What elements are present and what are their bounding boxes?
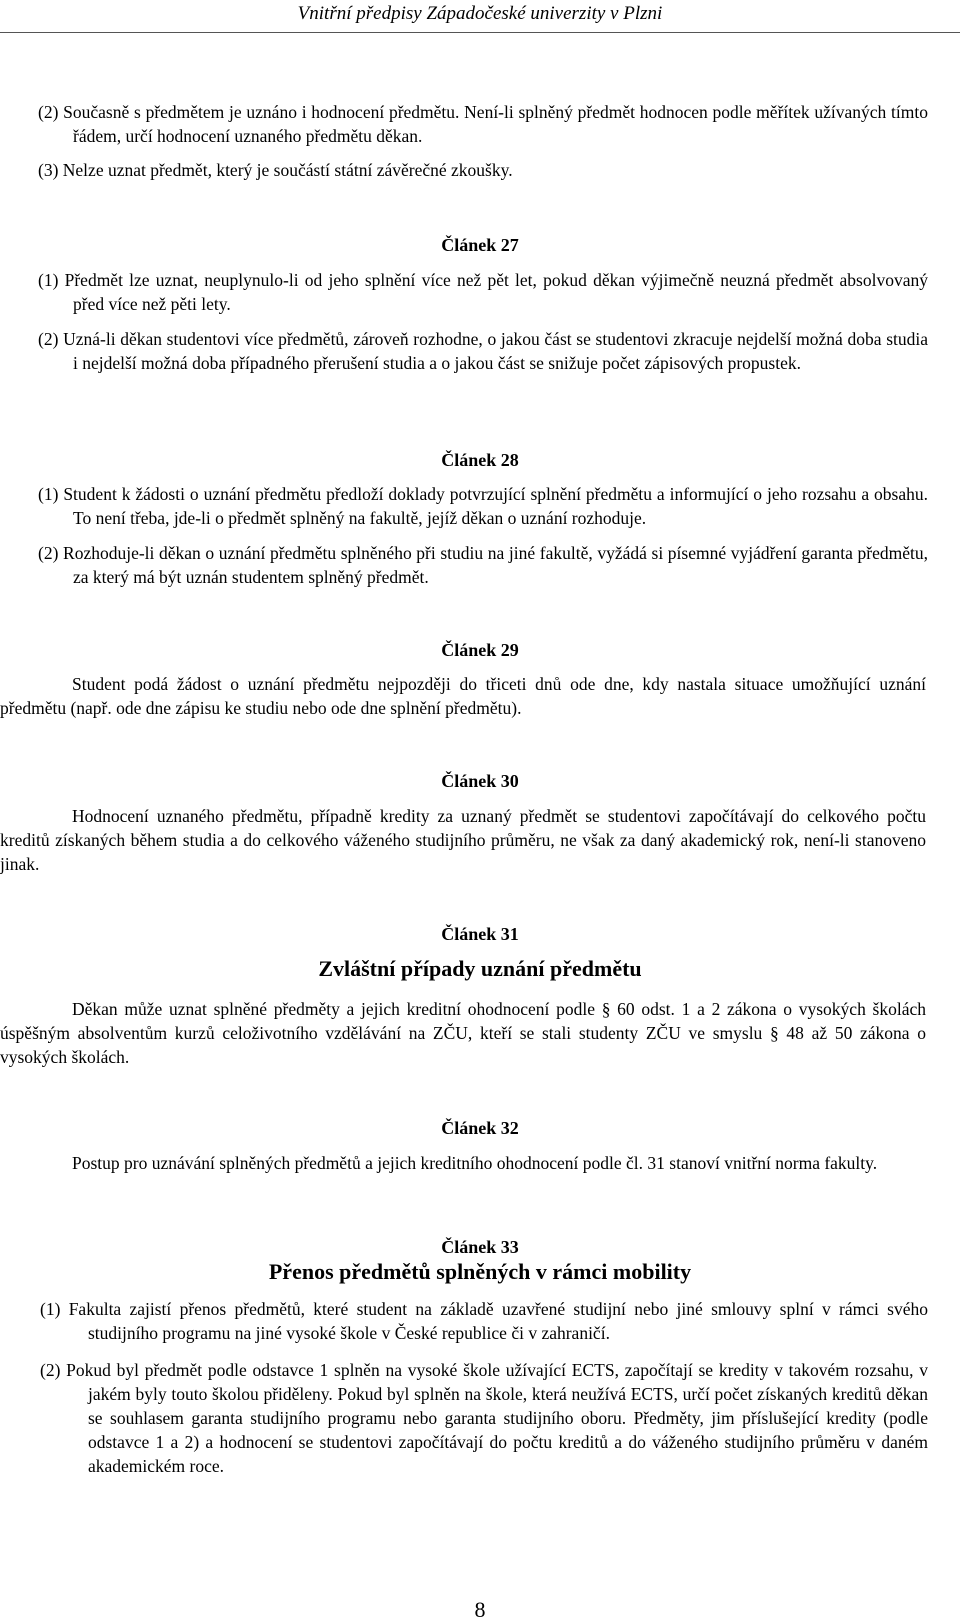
paragraph-26-3: (3) Nelze uznat předmět, který je součástí státní závěrečné zkoušky.: [38, 160, 513, 180]
paragraph-26-2: (2) Současně s předmětem je uznáno i hodnocení předmětu. Není-li splněný předmět hodnocen podle měřítek užívaných tímto řádem, určí hodnocení uznaného předmětu děkan.: [38, 102, 928, 146]
paragraph-33-1: (1) Fakulta zajistí přenos předmětů, které student na základě uzavřené studijní nebo jiné smlouvy splní v rámci svého studijního programu na jiné vysoké škole v České republice či v zahraničí.: [40, 1299, 928, 1343]
page-number: 8: [474, 1597, 486, 1622]
header-divider: [0, 32, 960, 33]
paragraph-33-2: (2) Pokud byl předmět podle odstavce 1 splněn na vysoké škole užívající ECTS, započítají se kredity v takovém rozsahu, v jakém byly touto školou přiděleny. Pokud byl splněn na škole, která neužívá ECTS, určí počet získaných kreditů děkan se souhlasem garanta studijního programu nebo garanta studijního oboru. Předměty, jim příslušející kredity (podle odstavce 1 a 2) a hodnocení se studentovi započítávají do počtu kreditů a do váženého studijního průměru v daném akademickém roce.: [40, 1360, 928, 1476]
paragraph-27-2: (2) Uzná-li děkan studentovi více předmětů, zároveň rozhodne, o jakou část se studentovi zkracuje nejdelší možná doba studia i nejdelší možná doba případného přerušení studia a o jakou část se snižuje počet zápisových propustek.: [38, 329, 928, 373]
article-28-heading: Článek 28: [441, 450, 519, 470]
paragraph-32: Postup pro uznávání splněných předmětů a jejich kreditního ohodnocení podle čl. 31 stanoví vnitřní norma fakulty.: [72, 1153, 878, 1173]
article-31-title: Zvláštní případy uznání předmětu: [318, 956, 642, 981]
paragraph-31: Děkan může uznat splněné předměty a jejich kreditní ohodnocení podle § 60 odst. 1 a 2 zákona o vysokých školách úspěšným absolventům kurzů celoživotního vzdělávání na ZČU, kteří se stali studenty ZČU ve smyslu § 48 až 50 zákona o vysokých školách.: [0, 999, 926, 1067]
page-header: Vnitřní předpisy Západočeské univerzity v Plzni: [297, 3, 663, 24]
article-31-heading: Článek 31: [441, 924, 519, 944]
paragraph-29: Student podá žádost o uznání předmětu nejpozději do třiceti dnů ode dne, kdy nastala situace umožňující uznání předmětu (např. ode dne zápisu ke studiu nebo ode dne splnění předmětu).: [0, 674, 926, 718]
article-27-heading: Článek 27: [441, 235, 519, 255]
article-32-heading: Článek 32: [441, 1118, 519, 1138]
paragraph-30: Hodnocení uznaného předmětu, případně kredity za uznaný předmět se studentovi započítávají do celkového počtu kreditů získaných během studia a do celkového váženého studijního průměru, ne však za daný akademický rok, není-li stanoveno jinak.: [0, 806, 926, 874]
article-33-heading: Článek 33: [441, 1237, 519, 1257]
article-29-heading: Článek 29: [441, 640, 519, 660]
article-30-heading: Článek 30: [441, 771, 519, 791]
paragraph-27-1: (1) Předmět lze uznat, neuplynulo-li od jeho splnění více než pět let, pokud děkan výjimečně neuzná předmět absolvovaný před více než pěti lety.: [38, 270, 928, 314]
paragraph-28-1: (1) Student k žádosti o uznání předmětu předloží doklady potvrzující splnění předmětu a informující o jeho rozsahu a obsahu. To není třeba, jde-li o předmět splněný na fakultě, jejíž děkan o uznání rozhoduje.: [38, 484, 928, 528]
paragraph-28-2: (2) Rozhoduje-li děkan o uznání předmětu splněného při studiu na jiné fakultě, vyžádá si písemné vyjádření garanta předmětu, za který má být uznán studentem splněný předmět.: [38, 543, 928, 587]
article-33-title: Přenos předmětů splněných v rámci mobility: [268, 1259, 692, 1284]
